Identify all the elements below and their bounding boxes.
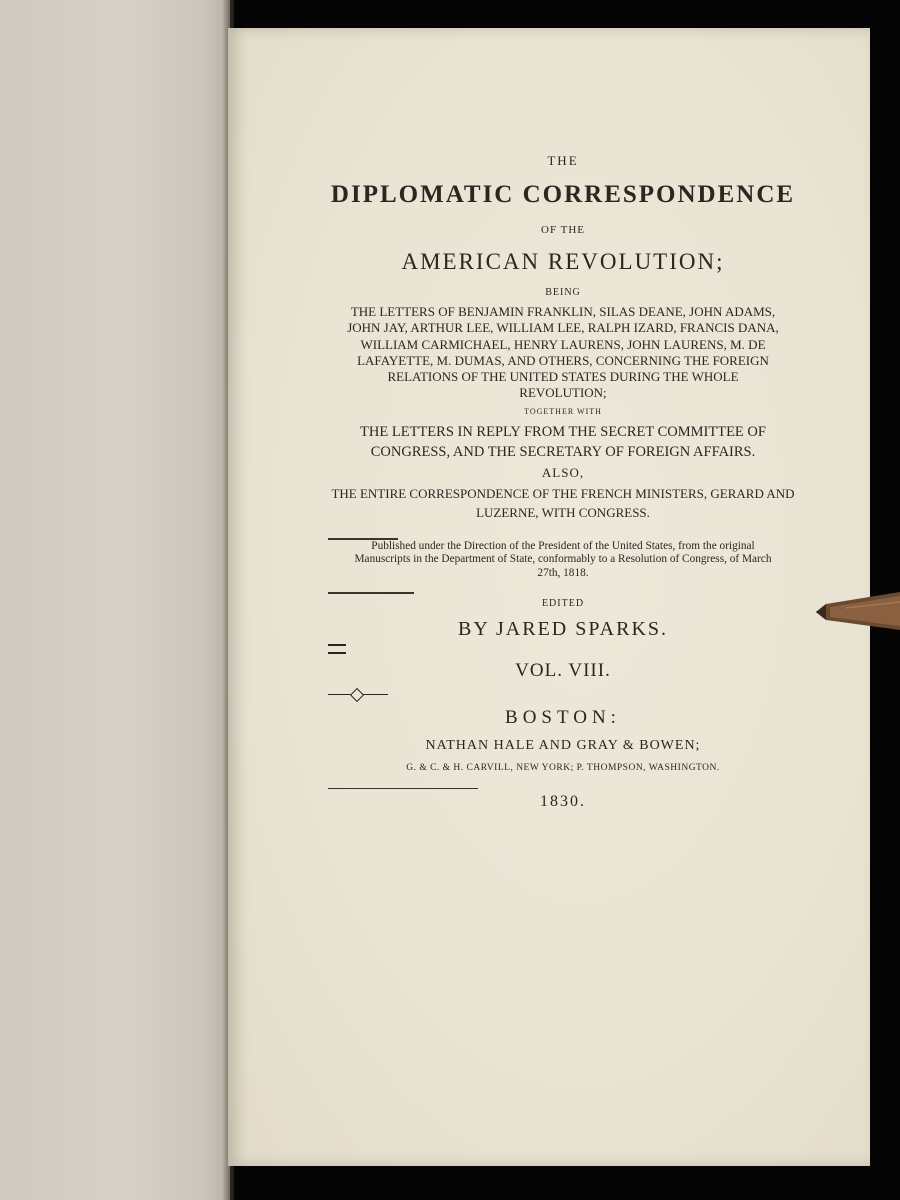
publication-year: 1830.: [540, 792, 586, 810]
title-of-the: OF THE: [541, 224, 585, 236]
publication-city: BOSTON:: [505, 706, 621, 728]
diamond-ornament-icon: [328, 688, 388, 702]
left-page: [0, 0, 230, 1200]
editor-name: BY JARED SPARKS.: [457, 617, 669, 640]
reply-paragraph: THE LETTERS IN REPLY FROM THE SECRET COMMITTEE OF CONGRESS, AND THE SECRETARY OF FOREIGN AFFAIRS.: [360, 423, 766, 460]
together-with-label: TOGETHER WITH: [524, 406, 602, 416]
being-label: BEING: [545, 287, 581, 298]
letters-paragraph: THE LETTERS OF BENJAMIN FRANKLIN, SILAS DEANE, JOHN ADAMS, JOHN JAY, ARTHUR LEE, WILLIAM LEE, RALPH IZARD, FRANCIS DANA, WILLIAM CARMICHAEL, HENRY LAURENS, JOHN LAURENS, M. DE LAFAYETTE, M. DUMAS, AND OTHERS, CONCERNING THE FOREIGN RELATIONS OF THE UNITED STATES DURING THE WHOLE REVOLUTION;: [347, 304, 779, 401]
subtitle: AMERICAN REVOLUTION;: [401, 249, 725, 274]
edited-label: EDITED: [541, 597, 585, 609]
publication-note: Published under the Direction of the President of the United States, from the original Manuscripts in the Department of State, conformably to a Resolution of Congress, of March 27th, 1818.: [354, 539, 772, 579]
volume-number: VOL. VIII.: [515, 659, 611, 681]
pencil-icon: [816, 586, 900, 636]
entire-correspondence-paragraph: THE ENTIRE CORRESPONDENCE OF THE FRENCH MINISTERS, GERARD AND LUZERNE, WITH CONGRESS.: [331, 485, 795, 520]
publisher-line-2: G. & C. & H. CARVILL, NEW YORK; P. THOMPSON, WASHINGTON.: [406, 762, 720, 773]
double-rule-ornament-icon: [328, 644, 346, 654]
title-the: THE: [547, 153, 579, 168]
title-page-content: [328, 150, 798, 815]
also-label: ALSO,: [541, 464, 585, 480]
main-title: DIPLOMATIC CORRESPONDENCE: [330, 181, 796, 208]
publisher-line-1: NATHAN HALE AND GRAY & BOWEN;: [425, 737, 701, 753]
